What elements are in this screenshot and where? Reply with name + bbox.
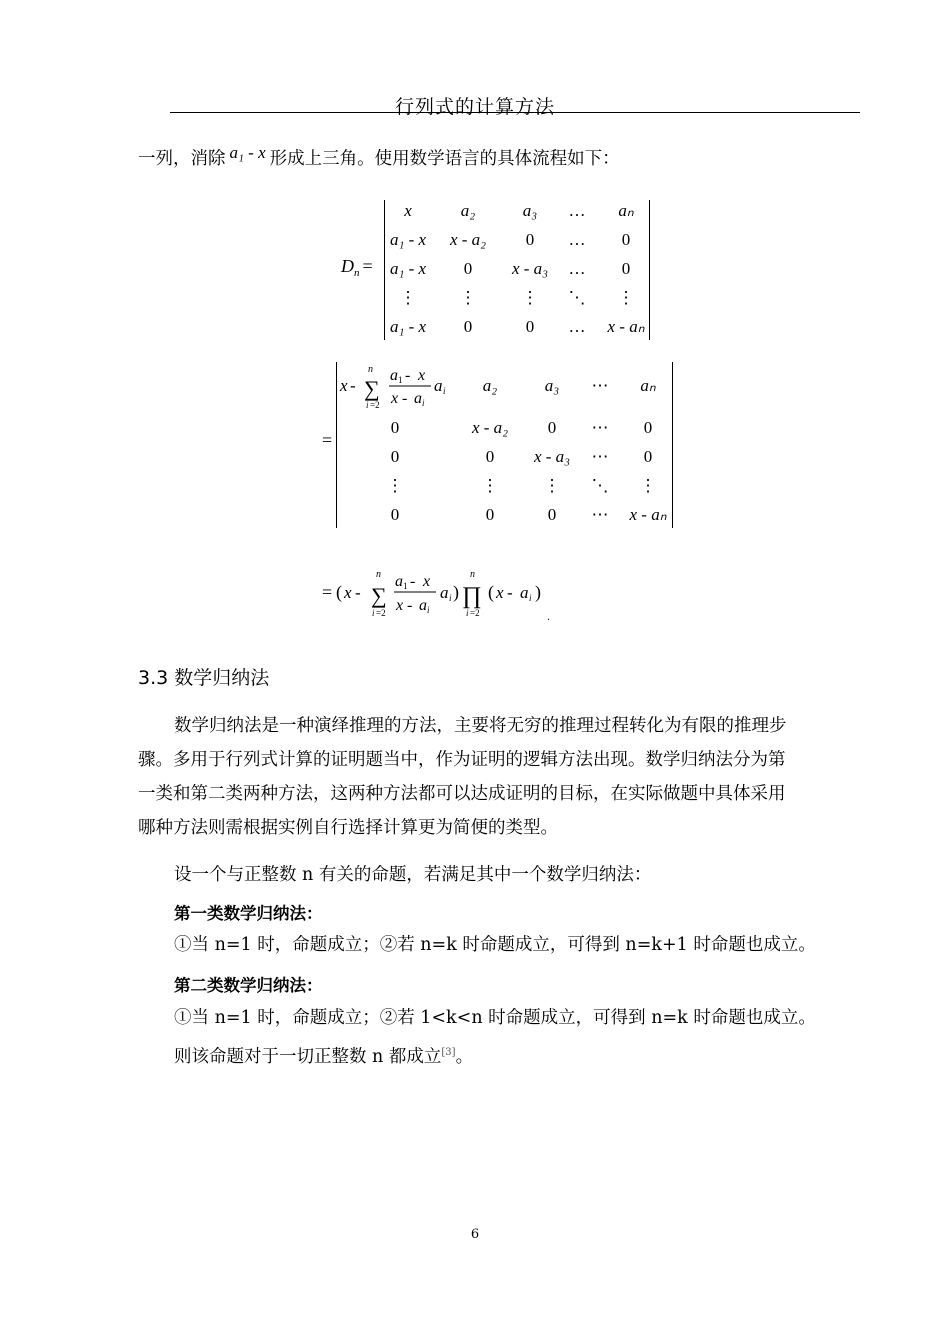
svg-text:x: x (418, 367, 426, 384)
determinant-2-cell-r4-c3: ⋮ (543, 476, 561, 495)
svg-text:∑: ∑ (371, 583, 387, 608)
svg-text:a: a (419, 597, 427, 614)
determinant-2-cell-r4-c4: ⋱ (591, 476, 609, 495)
svg-text:-: - (405, 367, 411, 384)
second-induction-label: 第二类数学归纳法： (174, 976, 323, 995)
determinant-2-cell-r4-c5: ⋮ (639, 476, 657, 495)
determinant-2-cell-r5-c3: 0 (547, 505, 557, 524)
svg-text:): ) (535, 582, 541, 602)
determinant-2-cell-r1-c4: ⋯ (591, 376, 609, 395)
determinant-2-cell-r4-c2: ⋮ (481, 476, 499, 495)
determinant-2-eq: = (322, 430, 333, 450)
svg-text:x: x (344, 583, 352, 602)
paragraph-1-line-2: 骤。多用于行列式计算的证明题当中，作为证明的逻辑方法出现。数学归纳法分为第 (138, 750, 786, 770)
determinant-1-cell-r3-c4: … (568, 259, 586, 278)
svg-text:=2: =2 (370, 400, 380, 410)
svg-text:(: ( (488, 582, 494, 602)
svg-text:i: i (422, 398, 425, 408)
determinant-2-left-bar (336, 362, 337, 528)
svg-text:i: i (366, 400, 369, 410)
determinant-1-cell-r4-c3: ⋮ (521, 288, 539, 307)
page-number: 6 (470, 1227, 480, 1242)
determinant-1-cell-r5-c2: 0 (463, 317, 473, 336)
svg-text:.: . (547, 609, 550, 623)
svg-text:-: - (355, 583, 361, 602)
paragraph-1-line-4: 哪种方法则需根据实例自行选择计算更为简便的类型。 (138, 818, 558, 838)
svg-text:(: ( (336, 582, 342, 602)
svg-text:i: i (427, 605, 430, 615)
determinant-2-cell-r3-c5: 0 (643, 447, 653, 466)
determinant-2-cell-r2-c5: 0 (643, 418, 653, 437)
determinant-1-cell-r5-c1: a₁ - x (389, 317, 427, 336)
determinant-1-cell-r3-c1: a₁ - x (389, 259, 427, 278)
svg-text:a: a (440, 583, 449, 602)
determinant-1-cell-r5-c4: … (568, 317, 586, 336)
svg-text:): ) (453, 582, 459, 602)
determinant-1-cell-r5-c3: 0 (525, 317, 535, 336)
intro-expr: a₁ - x (229, 143, 266, 162)
determinant-1-cell-r2-c1: a₁ - x (389, 230, 427, 249)
determinant-1-lhs: $D_n$ = (341, 256, 373, 279)
determinant-2-cell-r3-c1: 0 (390, 447, 400, 466)
svg-text:=2: =2 (470, 608, 480, 618)
section-heading: 3.3 数学归纳法 (138, 667, 270, 689)
determinant-2-cell-r2-c2: x - a₂ (471, 418, 509, 437)
determinant-1-cell-r3-c5: 0 (621, 259, 631, 278)
determinant-1-cell-r1-c2: a₂ (460, 201, 476, 220)
conclusion-text: 则该命题对于一切正整数 n 都成立 (174, 1046, 442, 1067)
paragraph-1-line-3: 一类和第二类两种方法，这两种方法都可以达成证明的目标，在实际做题中具体采用 (138, 784, 786, 804)
determinant-2-cell-r5-c2: 0 (485, 505, 495, 524)
determinant-1-cell-r1-c5: aₙ (618, 201, 634, 220)
svg-text:i: i (466, 608, 469, 618)
determinant-1-cell-r4-c5: ⋮ (617, 288, 635, 307)
determinant-2-cell-r1-c5: aₙ (640, 376, 656, 395)
svg-text:a: a (520, 583, 529, 602)
svg-text:n: n (470, 569, 475, 580)
determinant-2-cell-r3-c2: 0 (485, 447, 495, 466)
svg-text:a: a (395, 573, 403, 590)
determinant-2-cell-r2-c3: 0 (547, 418, 557, 437)
determinant-2-cell-r2-c1: 0 (390, 418, 400, 437)
determinant-1-cell-r3-c2: 0 (463, 259, 473, 278)
determinant-1-cell-r2-c5: 0 (621, 230, 631, 249)
determinant-2-cell-r4-c1: ⋮ (386, 476, 404, 495)
final-product-formula (320, 565, 560, 625)
svg-text:1: 1 (403, 581, 408, 591)
paragraph-1-line-1: 数学归纳法是一种演绎推理的方法，主要将无穷的推理过程转化为有限的推理步 (174, 716, 787, 736)
svg-text:i: i (372, 608, 375, 618)
svg-text:x: x (496, 583, 504, 602)
determinant-2-cell-r5-c1: 0 (390, 505, 400, 524)
intro-before: 一列，消除 (138, 149, 226, 169)
determinant-1-cell-r2-c3: 0 (525, 230, 535, 249)
svg-text:i: i (529, 593, 532, 603)
svg-text:n: n (368, 364, 373, 375)
svg-text:1: 1 (398, 375, 403, 385)
running-header: 行列式的计算方法 (394, 96, 555, 118)
determinant-2-cell-r5-c4: ⋯ (591, 505, 609, 524)
svg-text:a: a (390, 367, 398, 384)
svg-text:x: x (423, 573, 431, 590)
svg-text:a: a (434, 376, 443, 395)
first-induction-label: 第一类数学归纳法： (174, 904, 323, 923)
determinant-1-cell-r4-c2: ⋮ (459, 288, 477, 307)
determinant-2-cell-r3-c4: ⋯ (591, 447, 609, 466)
determinant-1-cell-r4-c4: ⋱ (568, 288, 586, 307)
svg-text:-: - (507, 583, 513, 602)
second-induction-text: ①当 n=1 时，命题成立；②若 1<k<n 时命题成立，可得到 n=k 时命题也成立。 (174, 1008, 816, 1028)
determinant-2-cell-r1-c2: a₂ (482, 376, 498, 395)
svg-text:-: - (402, 390, 408, 407)
conclusion-line (174, 1036, 473, 1074)
final-eq: = (322, 582, 333, 602)
determinant-2-cell-r3-c3: x - a₃ (533, 447, 571, 466)
paragraph-2: 设一个与正整数 n 有关的命题，若满足其中一个数学归纳法： (174, 865, 652, 885)
header-rule (170, 112, 860, 113)
determinant-1-cell-r1-c4: … (568, 201, 586, 220)
svg-text:a: a (414, 390, 422, 407)
svg-text:-: - (410, 573, 416, 590)
first-induction-text: ①当 n=1 时，命题成立；②若 n=k 时命题成立，可得到 n=k+1 时命题也成立。 (174, 935, 816, 955)
determinant-1-cell-r2-c2: x - a₂ (449, 230, 487, 249)
svg-text:n: n (376, 569, 381, 580)
determinant-1-cell-r1-c1: x (404, 201, 412, 220)
sum-fraction-cell (338, 360, 458, 416)
svg-text:i: i (449, 593, 452, 603)
svg-text:-: - (407, 597, 413, 614)
determinant-1-cell-r2-c4: … (568, 230, 586, 249)
determinant-1-cell-r4-c1: ⋮ (399, 288, 417, 307)
svg-text:∏: ∏ (462, 583, 482, 609)
intro-line (138, 142, 620, 176)
svg-text:-: - (350, 376, 356, 395)
determinant-1-cell-r1-c3: a₃ (522, 201, 538, 220)
svg-text:x: x (340, 376, 348, 395)
determinant-1-cell-r5-c5: x - aₙ (607, 317, 645, 336)
determinant-2-cell-r1-c3: a₃ (544, 376, 560, 395)
conclusion-end: 。 (455, 1046, 474, 1067)
svg-text:∑: ∑ (364, 376, 380, 401)
intro-after: 形成上三角。使用数学语言的具体流程如下： (269, 149, 620, 169)
svg-text:x: x (391, 390, 399, 407)
determinant-1-cell-r3-c3: x - a₃ (511, 259, 549, 278)
citation: [3] (441, 1047, 456, 1058)
svg-text:=2: =2 (376, 608, 386, 618)
determinant-2-cell-r5-c5: x - aₙ (629, 505, 667, 524)
svg-text:i: i (443, 386, 446, 396)
paragraph-1 (138, 709, 860, 845)
determinant-2-cell-r2-c4: ⋯ (591, 418, 609, 437)
svg-text:x: x (396, 597, 404, 614)
